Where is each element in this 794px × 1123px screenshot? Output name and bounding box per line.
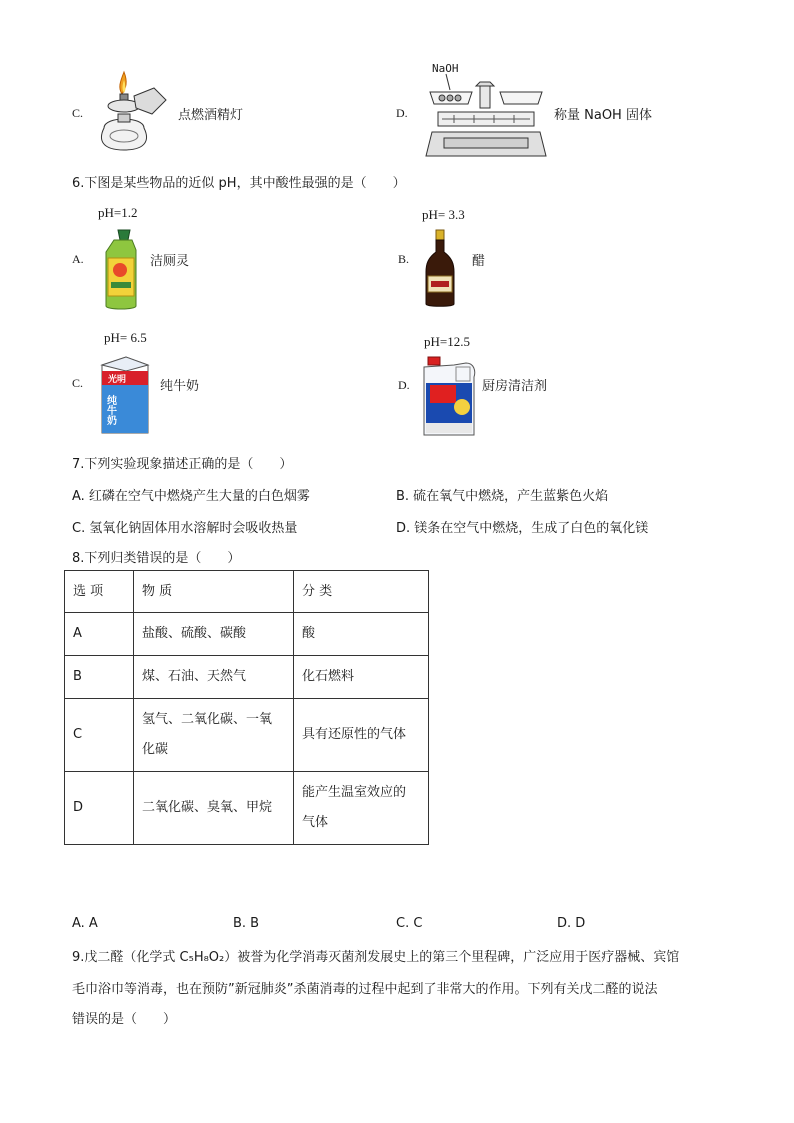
q6-b-label: B.	[398, 252, 410, 266]
row-substance: 二氧化碳、臭氧、甲烷	[134, 772, 294, 845]
q6-a-label: A.	[72, 252, 84, 266]
row-option: D	[65, 772, 134, 845]
q6-stem: 6.下图是某些物品的近似 pH，其中酸性最强的是（ ）	[72, 176, 406, 191]
q8-answer-c: C. C	[396, 916, 423, 931]
q5-d-text: 称量 NaOH 固体	[554, 108, 652, 123]
row-category-line: 气体	[302, 815, 329, 830]
table-row	[65, 699, 429, 772]
row-substance-line: 化碳	[142, 742, 169, 757]
q9-line-1: 9.戊二醛（化学式 C₅H₈O₂）被誉为化学消毒灭菌剂发展史上的第三个里程碑，广泛应用于医疗器械、宾馆	[72, 950, 680, 965]
q6-c-name: 纯牛奶	[160, 379, 200, 394]
row-category: 化石燃料	[294, 656, 429, 699]
row-option: B	[65, 656, 134, 699]
vinegar-bottle-icon	[422, 228, 458, 308]
header-option: 选 项	[65, 571, 134, 613]
naoh-figure-label: NaOH	[432, 62, 459, 75]
row-option: A	[65, 613, 134, 656]
q6-d-name: 厨房清洁剂	[482, 379, 548, 394]
q6-c-ph: pH= 6.5	[104, 330, 147, 345]
header-substance: 物 质	[134, 571, 294, 613]
q8-answer-a: A. A	[72, 916, 98, 931]
q6-a-name: 洁厕灵	[150, 254, 190, 269]
q6-a-ph: pH=1.2	[98, 205, 138, 220]
q7-stem: 7.下列实验现象描述正确的是（ ）	[72, 457, 293, 472]
row-substance: 盐酸、硫酸、碳酸	[134, 613, 294, 656]
row-category	[294, 772, 429, 845]
milk-carton-icon	[96, 355, 154, 437]
q9-line-2: 毛巾浴巾等消毒，也在预防”新冠肺炎”杀菌消毒的过程中起到了非常大的作用。下列有关戊二醛的说法	[72, 982, 658, 997]
q7-option-a: A. 红磷在空气中燃烧产生大量的白色烟雾	[72, 489, 310, 504]
q5-d-label: D.	[396, 106, 408, 120]
kitchen-cleaner-jug-icon	[420, 355, 478, 439]
row-category-line: 能产生温室效应的	[302, 785, 407, 800]
q9-line-3: 错误的是（ ）	[72, 1012, 177, 1027]
table-row	[65, 613, 429, 656]
q8-stem: 8.下列归类错误的是（ ）	[72, 551, 241, 566]
milk-words: 纯牛奶	[104, 395, 116, 425]
q5-c-label: C.	[72, 106, 84, 120]
q6-b-name: 醋	[472, 254, 486, 269]
q7-option-d: D. 镁条在空气中燃烧，生成了白色的氧化镁	[396, 521, 649, 536]
row-option: C	[65, 699, 134, 772]
row-category: 具有还原性的气体	[294, 699, 429, 772]
milk-brand: 光明	[108, 375, 127, 385]
classification-table	[64, 570, 429, 845]
q6-d-ph: pH=12.5	[424, 334, 470, 349]
q6-d-label: D.	[398, 378, 410, 392]
row-category: 酸	[294, 613, 429, 656]
q6-b-ph: pH= 3.3	[422, 207, 465, 222]
toilet-cleaner-bottle-icon	[100, 228, 142, 312]
row-substance-line: 氢气、二氧化碳、一氧	[142, 712, 273, 727]
header-category: 分 类	[294, 571, 429, 613]
q6-c-label: C.	[72, 376, 84, 390]
q5-c-text: 点燃酒精灯	[178, 108, 244, 123]
q7-option-c: C. 氢氧化钠固体用水溶解时会吸收热量	[72, 521, 298, 536]
alcohol-lamp-figure	[94, 66, 174, 154]
q7-option-b: B. 硫在氧气中燃烧，产生蓝紫色火焰	[396, 489, 609, 504]
q8-answer-d: D. D	[557, 916, 586, 931]
row-substance	[134, 699, 294, 772]
balance-scale-figure	[424, 60, 548, 160]
table-row	[65, 656, 429, 699]
table-header-row	[65, 571, 429, 613]
table-row	[65, 772, 429, 845]
row-substance: 煤、石油、天然气	[134, 656, 294, 699]
q8-answer-b: B. B	[233, 916, 260, 931]
